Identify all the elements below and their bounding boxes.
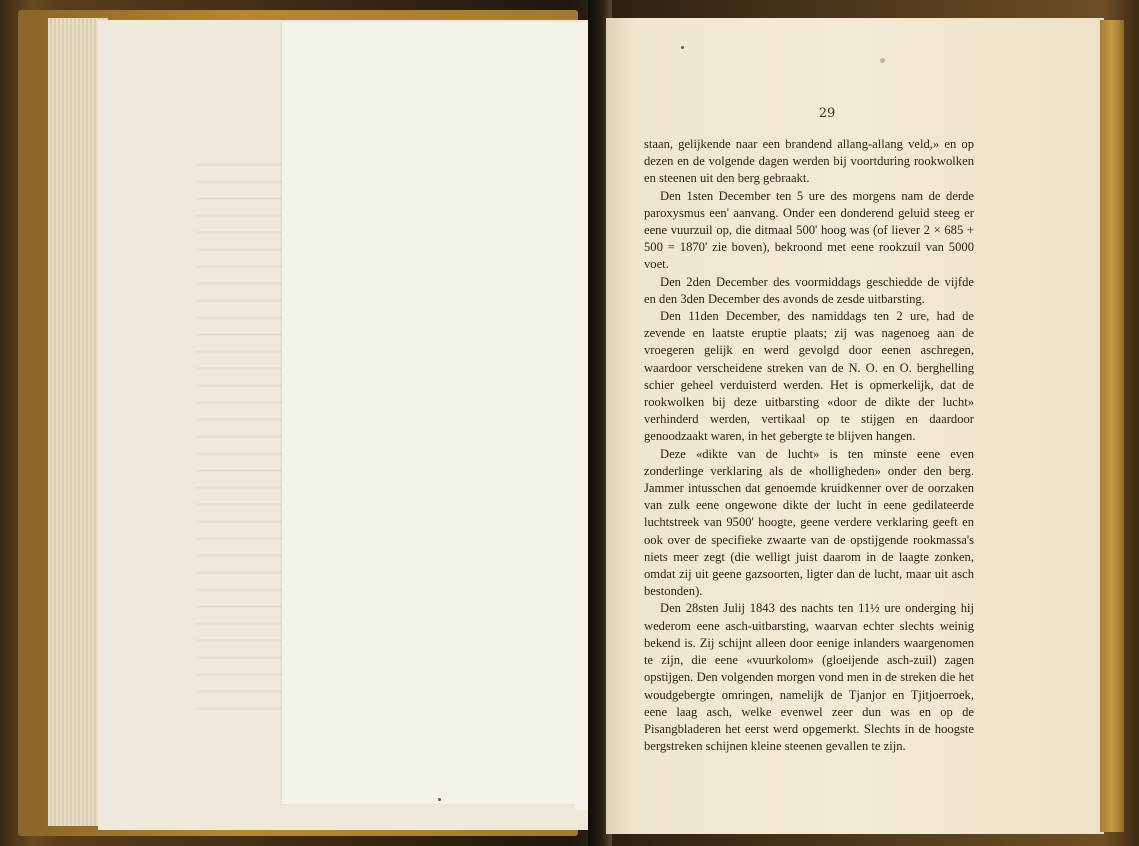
page-text [644, 136, 974, 755]
paragraph: Den 2den December des voormiddags geschiedde de vijfde en den 3den December des avonds de zesde uitbarsting. [644, 274, 974, 306]
right-cover-edge [1100, 20, 1124, 832]
paper-speck [880, 58, 885, 63]
paragraph: Den 1sten December ten 5 ure des morgens nam de derde paroxysmus een' aanvang. Onder een donderend geluid steeg er eene vuurzuil op, die ditmaal 500' hoog was (of liever 2 × 685 + 500 = 1870' zie boven), bekroond met eene rookzuil van 5000 voet. [644, 188, 974, 272]
paragraph: Den 11den December, des namiddags ten 2 ure, had de zevende en laatste eruptie plaats; zij was nagenoeg aan de vroegeren gelijk en werd gevolgd door eenen aschregen, waardoor verscheidene streken van de N. O. en O. berghelling schier geheel verduisterd werden. Het is opmerkelijk, dat de rookwolken bij deze uitbarsting «door de dikte der lucht» verhinderd werden, vertikaal op te stijgen en daardoor genoodzaakt waren, in het gebergte te blijven hangen. [644, 309, 974, 444]
paper-speck [681, 46, 684, 49]
paragraph: Den 28sten Julij 1843 des nachts ten 11½ ure onderging hij wederom eene asch-uitbarsting, waarvan echter slechts weinig bekend is. Zij schijnt alleen door eenige inlanders waargenomen te zijn, die eene «vuurkolom» (gloeijende asch-zuil) zagen opstijgen. Den volgenden morgen vond men in de streken die het woudgebergte omringen, namelijk de Tjanjor en Tjitjoerroek, eene laag asch, welke evenwel zeer dun was en op de Pisangbladeren het eerst werd opgemerkt. Slechts in de hoogste bergstreken schijnen kleine steenen gevallen te zijn. [644, 601, 974, 754]
paragraph: Deze «dikte van de lucht» is ten minste eene even zonderlinge verklaring als de «holligheden» onder den berg. Jammer intusschen dat genoemde kruidkenner over de oorzaken van zulk eene ongewone dikte der lucht in eene gedilateerde luchtstreek van 9500' hoogte, geene verdere verklaring geeft en ook over de specifieke zwaarte van de opstijgende rookmassa's niets meer zegt (die welligt juist daarom in de laagte zonken, omdat zij uit geene gazsoorten, ligter dan de lucht, maar uit asch bestonden). [644, 446, 974, 599]
folded-blank-leaf [282, 22, 588, 804]
page-number: 29 [818, 106, 836, 121]
paragraph: staan, gelijkende naar een brandend allang-allang veld,» en op dezen en de volgende dagen werden bij voortduring rookwolken en steenen uit den berg gebraakt. [644, 137, 974, 186]
paper-speck [438, 798, 441, 801]
